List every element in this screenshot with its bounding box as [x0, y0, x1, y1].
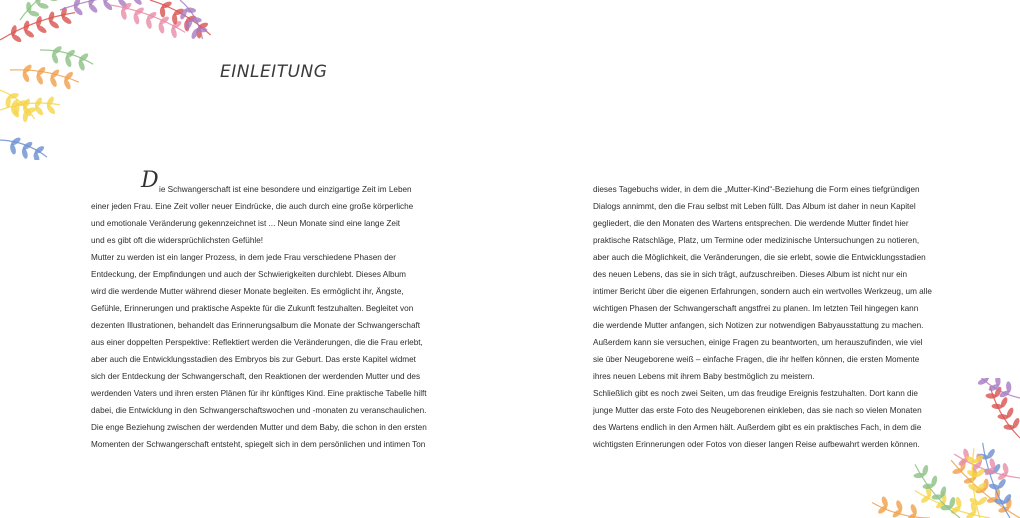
text-line: Entdeckung, der Empfindungen und auch der Schwierigkeiten durchlebt. Dieses Album — [91, 270, 406, 279]
leaf — [157, 22, 165, 34]
leaf — [51, 52, 60, 64]
leaf — [77, 59, 86, 71]
text-line: und es gibt oft die widersprüchlichsten Gefühle! — [91, 236, 264, 245]
text-line: Mutter zu werden ist ein langer Prozess, in dem jede Frau verschiedene Phasen der — [91, 253, 396, 262]
text-line: dezenten Illustrationen, behandelt das Erinnerungsalbum die Monate der Schwangerschaft — [91, 321, 421, 330]
page-title: EINLEITUNG — [220, 62, 328, 82]
leaf — [120, 8, 128, 20]
text-line: des neuen Lebens, das sie in sich trägt, aufzuschreiben. Dieses Album ist nicht nur ein — [593, 270, 908, 279]
text-line: intimer Bericht über die eigenen Erfahrungen, sondern auch ein wertvolles Werkzeug, um alle — [593, 287, 932, 296]
text-line: dabei, die Entwicklung in den Schwangerschaftswochen und -monaten zu veranschaulichen. — [91, 406, 427, 415]
text-line: wichtigen Phasen der Schwangerschaft angstfrei zu planen. Im letzten Teil hingegen kann — [593, 304, 919, 313]
text-line: wichtigsten Erinnerungen oder Fotos von dieser langen Reise aufbewahrt werden können. — [593, 440, 920, 449]
branch-group — [0, 0, 211, 160]
leaf-branches-bottom-right-illustration — [820, 378, 1020, 518]
text-line: Schließlich gibt es noch zwei Seiten, um das freudige Ereignis festzuhalten. Dort kann die — [593, 389, 918, 398]
leaf — [145, 18, 153, 30]
text-line: Außerdem kann sie versuchen, einige Fragen zu beantworten, um herauszufinden, wie viel — [593, 338, 923, 347]
first-line-text: ie Schwangerschaft ist eine besondere und einzigartige Zeit im Leben — [159, 185, 412, 194]
text-line: Dialogs annimmt, den die Frau selbst mit Leben füllt. Das Album ist daher in neun Kapitel — [593, 202, 916, 211]
leaf — [132, 13, 140, 25]
leaf — [1002, 462, 1010, 474]
leaf — [63, 78, 72, 90]
leaf — [49, 76, 58, 88]
leaf — [880, 496, 889, 508]
leaf — [46, 0, 58, 2]
text-line: wird die werdende Mutter während dieser Monate begleiten. Es ermöglicht ihr, Ängste, — [91, 287, 404, 296]
leaf — [21, 147, 29, 159]
text-line: Die enge Beziehung zwischen der werdenden Mutter und dem Baby, die schon in den ersten — [91, 423, 427, 432]
text-line: aber auch die Entwicklungsstadien des Embryos bis zur Geburt. Das erste Kapitel widmet — [91, 355, 416, 364]
leaf — [21, 71, 30, 83]
text-line: junge Mutter das erste Foto des Neugeborenen einkleben, das sie nach so vielen Monaten — [593, 406, 922, 415]
leaf — [955, 496, 963, 508]
text-line: des Wartens endlich in den Armen hält. Außerdem gibt es ein praktisches Fach, in dem die — [593, 423, 922, 432]
text-line: sie über Neugeborene weiß – einfache Fragen, die ihr helfen können, die ersten Momente — [593, 355, 920, 364]
left-text-column — [91, 168, 431, 453]
text-line: Momenten der Schwangerschaft entsteht, spiegelt sich in dem persönlichen und intimen Ton — [91, 440, 426, 449]
leaf — [35, 73, 44, 85]
leaf — [895, 499, 904, 511]
leaf — [170, 27, 178, 39]
leaf — [909, 503, 918, 515]
text-line: dieses Tagebuchs wider, in dem die „Mutter-Kind“-Beziehung die Form eines tiefgründigen — [593, 185, 920, 194]
drop-cap: D — [141, 168, 159, 193]
leaf — [132, 0, 143, 6]
leaf — [9, 143, 17, 155]
text-line: praktische Ratschläge, Platz, um Termine oder medizinische Untersuchungen zu notieren, — [593, 236, 920, 245]
text-line: sich der Entdeckung der Schwangerschaft, den Reaktionen der werdenden Mutter und des — [91, 372, 421, 381]
leaf-branches-top-left-illustration — [0, 0, 230, 160]
text-line: ihres neuen Lebens mit ihrem Baby bestmöglich zu meistern. — [593, 372, 815, 381]
left-paragraph-lines — [91, 198, 431, 453]
text-line: gegliedert, die den Monaten des Wartens entsprechen. Die werdende Mutter findet hier — [593, 219, 909, 228]
text-line: einer jeden Frau. Eine Zeit voller neuer Eindrücke, die auch durch eine große körperliche — [91, 202, 414, 211]
text-line: aus einer doppelten Perspektive: Reflektiert werden die Veränderungen, die die Frau erlebt, — [91, 338, 423, 347]
text-line: aber auch die Möglichkeit, die Veränderungen, die sie erlebt, sowie die Entwicklungsstadien — [593, 253, 926, 262]
text-line: die werdende Mutter anfangen, sich Notizen zur notwendigen Babyausstattung zu machen. — [593, 321, 924, 330]
text-line: und emotionale Veränderung gekennzeichnet ist ... Neun Monate sind eine lange Zeit — [91, 219, 401, 228]
first-line — [91, 168, 431, 198]
text-line: werdenden Vaters und ihren ersten Plänen für ihr künftiges Kind. Eine praktische Tabelle hilft — [91, 389, 427, 398]
text-line: Gefühle, Erinnerungen und praktische Aspekte für die Zukunft festzuhalten. Begleitet von — [91, 304, 414, 313]
leaf — [64, 56, 73, 68]
